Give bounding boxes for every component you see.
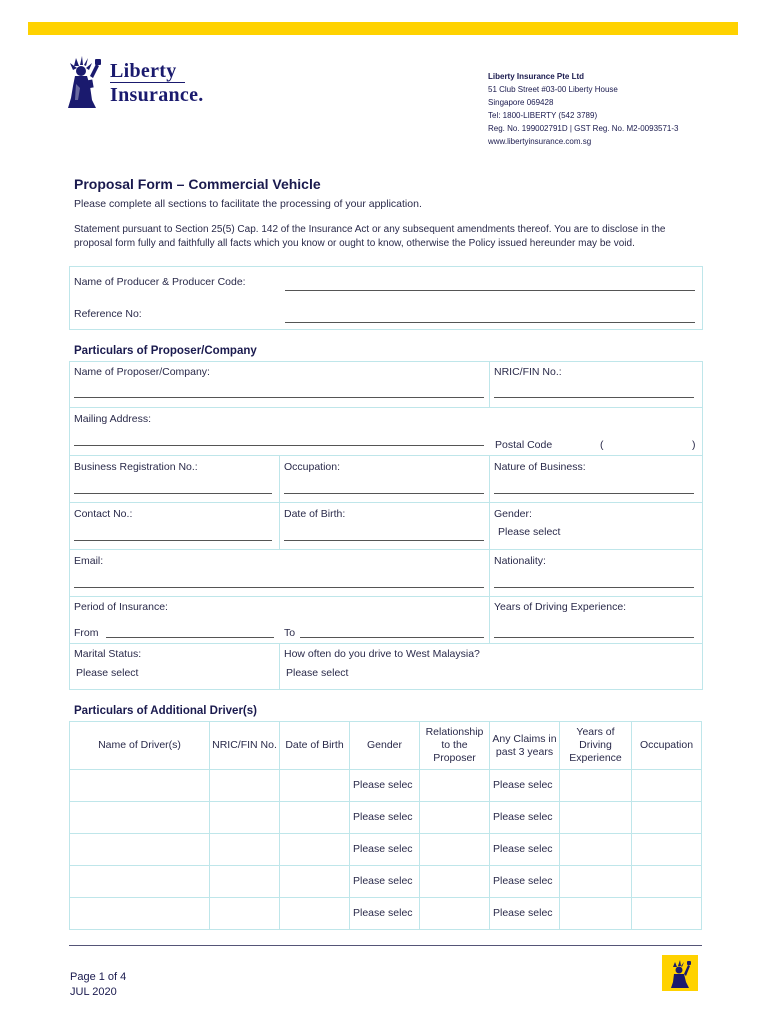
logo-name-line2: Insurance.	[110, 84, 204, 106]
footer-divider	[69, 945, 702, 946]
nric-label: NRIC/FIN No.:	[494, 366, 562, 378]
dob-label: Date of Birth:	[284, 508, 346, 520]
driver-experience-cell[interactable]	[560, 866, 632, 898]
to-field[interactable]	[300, 637, 484, 638]
address-tel: Tel: 1800-LIBERTY (542 3789)	[488, 111, 598, 120]
address-reg: Reg. No. 199002791D | GST Reg. No. M2-0093571-3	[488, 124, 679, 133]
postal-code-label: Postal Code	[495, 439, 553, 451]
nature-label: Nature of Business:	[494, 461, 586, 473]
gender-select[interactable]: Please select	[498, 526, 561, 538]
driver-relationship-cell[interactable]	[420, 802, 490, 834]
driver-dob-cell[interactable]	[280, 866, 350, 898]
address-city: Singapore 069428	[488, 98, 554, 107]
west-malaysia-select[interactable]: Please select	[286, 667, 349, 679]
driver-claims-select[interactable]: Please selec	[490, 834, 560, 866]
logo-underline	[110, 82, 185, 83]
header-nric: NRIC/FIN No.	[210, 722, 280, 770]
driver-experience-cell[interactable]	[560, 770, 632, 802]
west-malaysia-label: How often do you drive to West Malaysia?	[284, 648, 480, 660]
proposer-name-label: Name of Proposer/Company:	[74, 366, 210, 378]
reference-label: Reference No:	[74, 308, 142, 320]
producer-field[interactable]	[285, 290, 695, 291]
driver-claims-select[interactable]: Please selec	[490, 802, 560, 834]
contact-field[interactable]	[74, 540, 272, 541]
header-claims: Any Claims in past 3 years	[490, 722, 560, 770]
brn-field[interactable]	[74, 493, 272, 494]
top-accent-bar	[28, 22, 738, 35]
form-date: JUL 2020	[70, 986, 117, 998]
drivers-header-row	[70, 722, 702, 770]
postal-open-paren: (	[600, 439, 604, 451]
driver-nric-cell[interactable]	[210, 802, 280, 834]
driver-experience-cell[interactable]	[560, 834, 632, 866]
address-company: Liberty Insurance Pte Ltd	[488, 72, 585, 81]
driver-occupation-cell[interactable]	[632, 802, 702, 834]
driver-nric-cell[interactable]	[210, 770, 280, 802]
driver-nric-cell[interactable]	[210, 898, 280, 930]
driver-occupation-cell[interactable]	[632, 770, 702, 802]
driver-claims-select[interactable]: Please selec	[490, 898, 560, 930]
nationality-label: Nationality:	[494, 555, 546, 567]
proposer-name-field[interactable]	[74, 397, 484, 398]
marital-label: Marital Status:	[74, 648, 142, 660]
mailing-address-label: Mailing Address:	[74, 413, 152, 425]
header-relationship: Relationship to the Proposer	[420, 722, 490, 770]
page-footer	[70, 970, 126, 1000]
dob-field[interactable]	[284, 540, 484, 541]
contact-label: Contact No.:	[74, 508, 133, 520]
footer-logo-badge	[662, 955, 698, 991]
driver-dob-cell[interactable]	[280, 834, 350, 866]
nature-field[interactable]	[494, 493, 694, 494]
mailing-cell	[69, 407, 703, 456]
table-row	[70, 770, 702, 802]
occupation-field[interactable]	[284, 493, 484, 494]
driver-name-cell[interactable]	[70, 802, 210, 834]
from-field[interactable]	[106, 637, 274, 638]
period-label: Period of Insurance:	[74, 601, 168, 613]
driver-nric-cell[interactable]	[210, 834, 280, 866]
driver-nric-cell[interactable]	[210, 866, 280, 898]
form-title: Proposal Form – Commercial Vehicle	[74, 176, 321, 192]
driver-experience-cell[interactable]	[560, 802, 632, 834]
driver-relationship-cell[interactable]	[420, 834, 490, 866]
to-label: To	[284, 627, 296, 639]
driver-name-cell[interactable]	[70, 866, 210, 898]
page-number: Page 1 of 4	[70, 971, 127, 983]
liberty-logo	[66, 54, 226, 114]
nric-field[interactable]	[494, 397, 694, 398]
driver-experience-cell[interactable]	[560, 898, 632, 930]
table-row	[70, 866, 702, 898]
nationality-field[interactable]	[494, 587, 694, 588]
driver-name-cell[interactable]	[70, 834, 210, 866]
experience-label: Years of Driving Experience:	[494, 601, 627, 613]
reference-field[interactable]	[285, 322, 695, 323]
driver-name-cell[interactable]	[70, 898, 210, 930]
drivers-table	[69, 721, 702, 930]
email-cell	[69, 549, 490, 597]
driver-occupation-cell[interactable]	[632, 898, 702, 930]
driver-relationship-cell[interactable]	[420, 866, 490, 898]
driver-relationship-cell[interactable]	[420, 898, 490, 930]
table-row	[70, 834, 702, 866]
driver-dob-cell[interactable]	[280, 770, 350, 802]
postal-code-field[interactable]	[606, 450, 690, 451]
logo-name-line1: Liberty	[110, 60, 177, 82]
driver-gender-select[interactable]: Please selec	[350, 802, 420, 834]
driver-occupation-cell[interactable]	[632, 834, 702, 866]
company-address	[488, 70, 679, 148]
drivers-section-title: Particulars of Additional Driver(s)	[74, 705, 257, 717]
driver-claims-select[interactable]: Please selec	[490, 770, 560, 802]
marital-select[interactable]: Please select	[76, 667, 139, 679]
driver-gender-select[interactable]: Please selec	[350, 898, 420, 930]
driver-gender-select[interactable]: Please selec	[350, 834, 420, 866]
driver-gender-select[interactable]: Please selec	[350, 770, 420, 802]
statue-of-liberty-icon	[662, 955, 698, 991]
table-row	[70, 898, 702, 930]
driver-name-cell[interactable]	[70, 770, 210, 802]
header-driver-name: Name of Driver(s)	[70, 722, 210, 770]
driver-relationship-cell[interactable]	[420, 770, 490, 802]
gender-label: Gender:	[494, 508, 532, 520]
experience-field[interactable]	[494, 637, 694, 638]
producer-label: Name of Producer & Producer Code:	[74, 276, 246, 288]
driver-claims-select[interactable]: Please selec	[490, 866, 560, 898]
brn-label: Business Registration No.:	[74, 461, 198, 473]
driver-dob-cell[interactable]	[280, 802, 350, 834]
address-web[interactable]: www.libertyinsurance.com.sg	[488, 137, 592, 146]
postal-close-paren: )	[692, 439, 696, 451]
header-experience: Years of Driving Experience	[560, 722, 632, 770]
driver-occupation-cell[interactable]	[632, 866, 702, 898]
header-dob: Date of Birth	[280, 722, 350, 770]
form-intro: Please complete all sections to facilitate the processing of your application.	[74, 198, 422, 210]
proposer-section-title: Particulars of Proposer/Company	[74, 345, 257, 357]
from-label: From	[74, 627, 99, 639]
header-occupation: Occupation	[632, 722, 702, 770]
legal-statement: Statement pursuant to Section 25(5) Cap. 142 of the Insurance Act or any subsequent amendments thereof. You are to disclose in the proposal form fully and faithfully all facts which you know or ought to know, otherwise the Policy issued hereunder may be void.	[74, 224, 666, 249]
address-street: 51 Club Street #03-00 Liberty House	[488, 85, 618, 94]
email-field[interactable]	[74, 587, 484, 588]
mailing-address-field[interactable]	[74, 445, 484, 446]
header-gender: Gender	[350, 722, 420, 770]
table-row	[70, 802, 702, 834]
occupation-label: Occupation:	[284, 461, 341, 473]
email-label: Email:	[74, 555, 104, 567]
statue-of-liberty-icon	[66, 54, 108, 110]
driver-gender-select[interactable]: Please selec	[350, 866, 420, 898]
driver-dob-cell[interactable]	[280, 898, 350, 930]
